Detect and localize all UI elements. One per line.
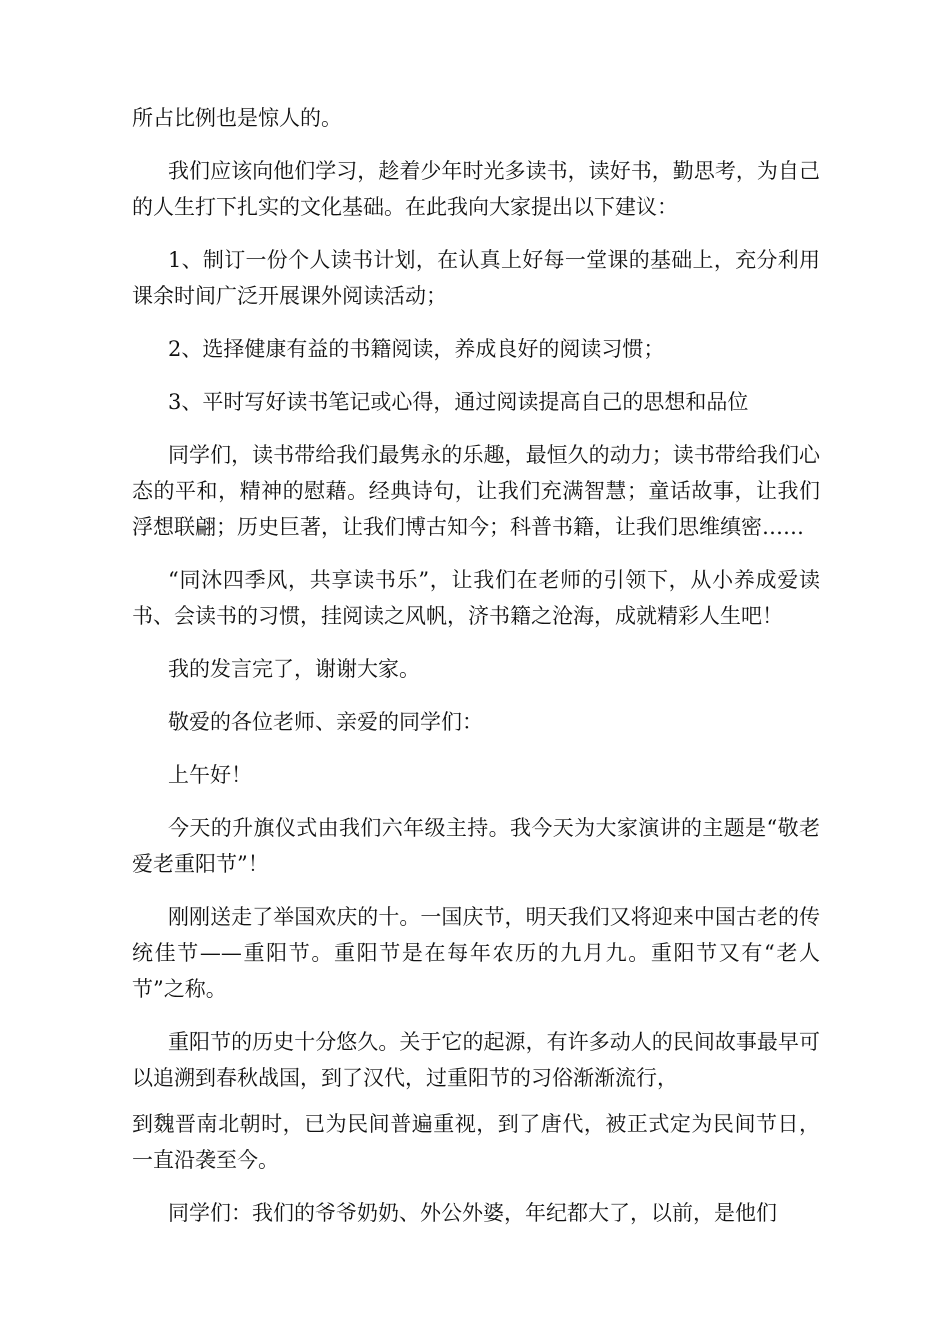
paragraph-10: 上午好！ — [168, 763, 252, 787]
paragraph-12: 刚刚送走了举国欢庆的十。一国庆节，明天我们又将迎来中国古老的传统佳节——重阳节。重阳节是在每年农历的九月九。重阳节又有“老人节”之称。 — [132, 905, 820, 1001]
paragraph-9: 敬爱的各位老师、亲爱的同学们： — [168, 710, 483, 734]
paragraph-15: 同学们：我们的爷爷奶奶、外公外婆，年纪都大了，以前，是他们 — [168, 1201, 777, 1225]
paragraph-13: 重阳节的历史十分悠久。关于它的起源，有许多动人的民间故事最早可以追溯到春秋战国，到了汉代，过重阳节的习俗渐渐流行， — [132, 1030, 820, 1090]
paragraph-7: “同沐四季风，共享读书乐”，让我们在老师的引领下，从小养成爱读书、会读书的习惯，挂阅读之风帆，济书籍之沧海，成就精彩人生吧！ — [132, 568, 820, 628]
paragraph-5: 3、平时写好读书笔记或心得，通过阅读提高自己的思想和品位 — [168, 390, 749, 414]
paragraph-8: 我的发言完了，谢谢大家。 — [168, 657, 420, 681]
paragraph-6: 同学们，读书带给我们最隽永的乐趣，最恒久的动力；读书带给我们心态的平和，精神的慰藉。经典诗句，让我们充满智慧；童话故事，让我们浮想联翩；历史巨著，让我们博古知今；科普书籍，让我们思维缜密…… — [132, 443, 820, 539]
paragraph-11: 今天的升旗仪式由我们六年级主持。我今天为大家演讲的主题是“敬老爱老重阳节”！ — [132, 816, 820, 876]
paragraph-4: 2、选择健康有益的书籍阅读，养成良好的阅读习惯； — [168, 337, 665, 361]
paragraph-3: 1、制订一份个人读书计划，在认真上好每一堂课的基础上，充分利用课余时间广泛开展课外阅读活动； — [132, 248, 820, 308]
paragraph-2: 我们应该向他们学习，趁着少年时光多读书，读好书，勤思考，为自己的人生打下扎实的文化基础。在此我向大家提出以下建议： — [132, 159, 820, 219]
paragraph-1: 所占比例也是惊人的。 — [132, 106, 342, 130]
paragraph-14: 到魏晋南北朝时，已为民间普遍重视，到了唐代，被正式定为民间节日，一直沿袭至今。 — [132, 1112, 820, 1172]
